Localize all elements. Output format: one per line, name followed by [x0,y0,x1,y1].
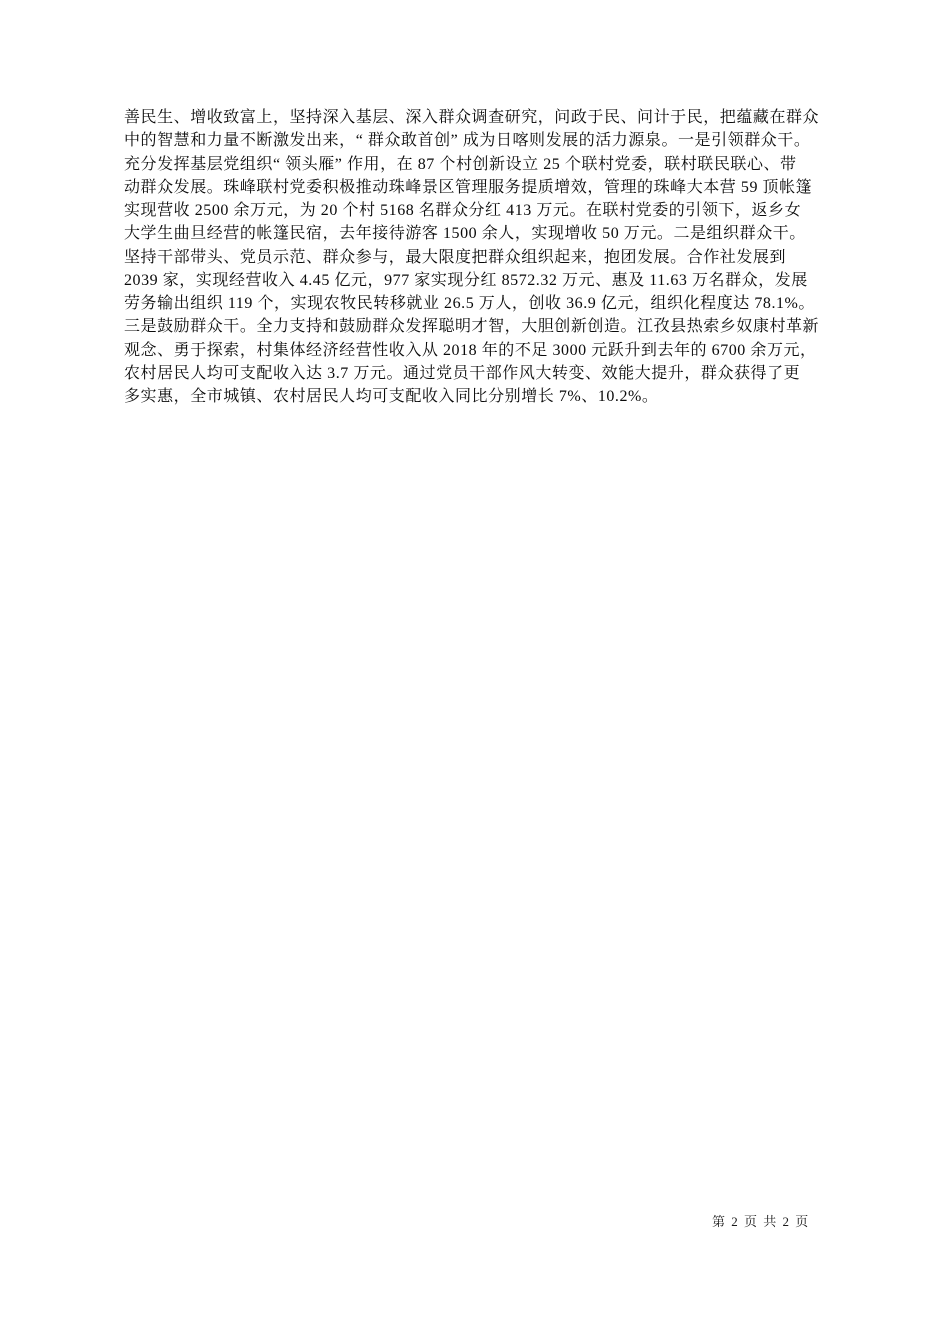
paragraph-line: 农村居民人均可支配收入达 3.7 万元。通过党员干部作风大转变、效能大提升，群众获得了更 [124,364,801,382]
paragraph-line: 劳务输出组织 119 个，实现农牧民转移就业 26.5 万人，创收 36.9 亿元，组织化程度达 78.1%。 [124,295,815,312]
paragraph-line: 大学生曲旦经营的帐篷民宿，去年接待游客 1500 余人，实现增收 50 万元。二是组织群众干。 [124,225,806,243]
page-number-footer: 第 2 页 共 2 页 [712,1214,810,1229]
paragraph-line: 坚持干部带头、党员示范、群众参与，最大限度把群众组织起来，抱团发展。合作社发展到 [124,248,787,266]
paragraph-line: 中的智慧和力量不断激发出来，“ 群众敢首创” 成为日喀则发展的活力源泉。一是引领群众干。 [124,132,811,150]
paragraph-line: 三是鼓励群众干。全力支持和鼓励群众发挥聪明才智，大胆创新创造。江孜县热索乡奴康村革新 [124,318,820,336]
paragraph-line: 观念、勇于探索，村集体经济经营性收入从 2018 年的不足 3000 元跃升到去年的 6700 余万元， [124,341,817,359]
paragraph-line: 2039 家，实现经营收入 4.45 亿元，977 家实现分红 8572.32 万元、惠及 11.63 万名群众，发展 [124,271,808,289]
paragraph-line: 实现营收 2500 余万元，为 20 个村 5168 名群众分红 413 万元。在联村党委的引领下，返乡女 [124,202,802,219]
paragraph-line: 善民生、增收致富上，坚持深入基层、深入群众调查研究，问政于民、问计于民，把蕴藏在群众 [124,109,820,126]
paragraph-line: 动群众发展。珠峰联村党委积极推动珠峰景区管理服务提质增效，管理的珠峰大本营 59 顶帐篷 [124,178,813,196]
paragraph-line: 充分发挥基层党组织“ 领头雁” 作用，在 87 个村创新设立 25 个联村党委，联村联民联心、带 [124,155,797,173]
paragraph-line: 多实惠，全市城镇、农村居民人均可支配收入同比分别增长 7%、10.2%。 [124,388,659,405]
paragraph-block [124,106,836,408]
